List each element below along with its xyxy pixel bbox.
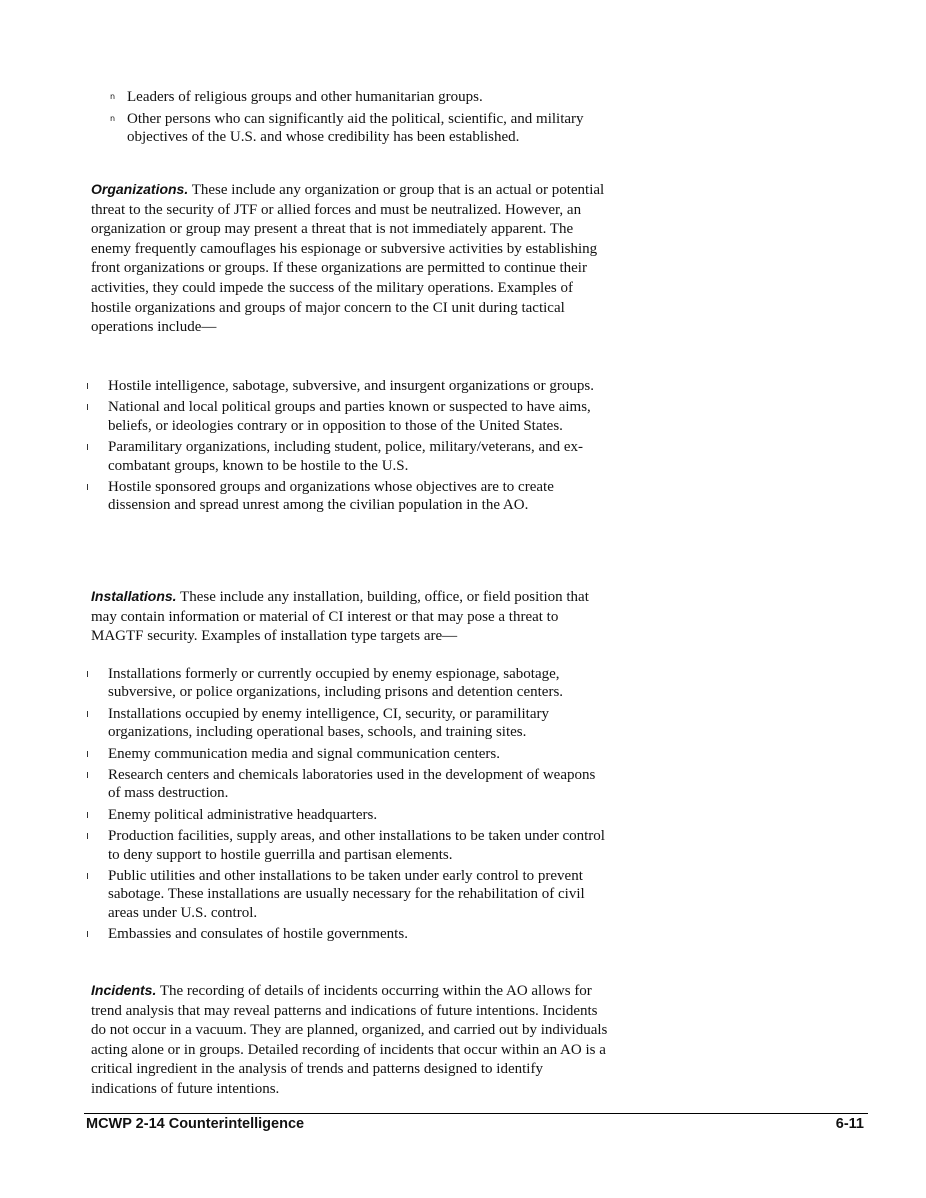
bullet-icon: [87, 931, 88, 937]
organizations-section: [91, 180, 611, 338]
square-bullet-icon: n: [110, 114, 116, 123]
list-item: Embassies and consulates of hostile governments.: [87, 925, 607, 943]
list-item: Public utilities and other installations to be taken under early control to prevent sabotage. These installations are usually necessary for the rehabilitation of civil areas under U.S. control.: [87, 867, 607, 922]
organizations-paragraph: Organizations. These include any organization or group that is an actual or potential threat to the security of JTF or allied forces and must be neutralized. However, an organization or group may present a threat that is not immediately apparent. The enemy frequently camouflages his espionage or subversive activities by establishing front organizations or groups. If these organizations are permitted to continue their activities, they could impede the success of the military operations. Examples of hostile organizations and groups of major concern to the CI unit during tactical operations include—: [91, 181, 605, 336]
list-item: n Leaders of religious groups and other humanitarian groups.: [110, 89, 483, 105]
list-item: Production facilities, supply areas, and other installations to be taken under control to deny support to hostile guerrilla and partisan elements.: [87, 827, 607, 864]
bullet-icon: [87, 751, 88, 757]
organizations-heading: Organizations.: [91, 181, 189, 197]
bullet-icon: [87, 873, 88, 879]
list-item: Research centers and chemicals laboratories used in the development of weapons of mass destruction.: [87, 766, 607, 803]
bullet-icon: [87, 404, 88, 410]
list-item: Hostile sponsored groups and organizations whose objectives are to create dissension and spread unrest among the civilian population in the AO.: [87, 478, 607, 515]
bullet-icon: [87, 484, 88, 490]
footer-title: MCWP 2-14 Counterintelligence: [86, 1116, 305, 1132]
list-item: Enemy communication media and signal communication centers.: [87, 745, 607, 763]
footer-divider: [84, 1113, 868, 1114]
bullet-icon: [87, 711, 88, 717]
bullet-icon: [87, 772, 88, 778]
incidents-paragraph: Incidents. The recording of details of incidents occurring within the AO allows for trend analysis that may reveal patterns and indications of future intentions. Incidents do not occur in a vacuum. They are planned, organized, and carried out by individuals acting alone or in groups. Detailed recording of incidents that occur within an AO is a critical ingredient in the analysis of trends and patterns designed to identify indications of future intentions.: [91, 982, 608, 1097]
continued-sub-list: [108, 88, 608, 150]
bullet-icon: [87, 812, 88, 818]
list-item: National and local political groups and parties known or suspected to have aims, beliefs, or ideologies contrary or in opposition to those of the United States.: [87, 398, 607, 435]
installations-heading: Installations.: [91, 588, 177, 604]
installations-section: [91, 587, 611, 647]
bullet-icon: [87, 833, 88, 839]
bullet-icon: [87, 383, 88, 389]
incidents-section: [91, 981, 611, 1100]
installations-paragraph: Installations. These include any installation, building, office, or field position that may contain information or material of CI interest or that may pose a threat to MAGTF security. Examples of installation type targets are—: [91, 588, 589, 645]
square-bullet-icon: n: [110, 92, 116, 101]
incidents-heading: Incidents.: [91, 982, 157, 998]
list-item: Hostile intelligence, sabotage, subversive, and insurgent organizations or groups.: [87, 377, 607, 395]
list-item: Installations formerly or currently occupied by enemy espionage, sabotage, subversive, or police organizations, including prisons and detention centers.: [87, 665, 607, 702]
bullet-icon: [87, 671, 88, 677]
list-item: Installations occupied by enemy intelligence, CI, security, or paramilitary organizations, including operational bases, schools, and training sites.: [87, 705, 607, 742]
page-number: 6-11: [835, 1116, 864, 1132]
list-item: Enemy political administrative headquarters.: [87, 806, 607, 824]
list-item: n Other persons who can significantly aid the political, scientific, and military objectives of the U.S. and whose credibility has been established.: [110, 111, 584, 145]
installations-list: [87, 665, 607, 947]
bullet-icon: [87, 444, 88, 450]
list-item: Paramilitary organizations, including student, police, military/veterans, and ex-combatant groups, known to be hostile to the U.S.: [87, 438, 607, 475]
organizations-list: [87, 377, 607, 518]
